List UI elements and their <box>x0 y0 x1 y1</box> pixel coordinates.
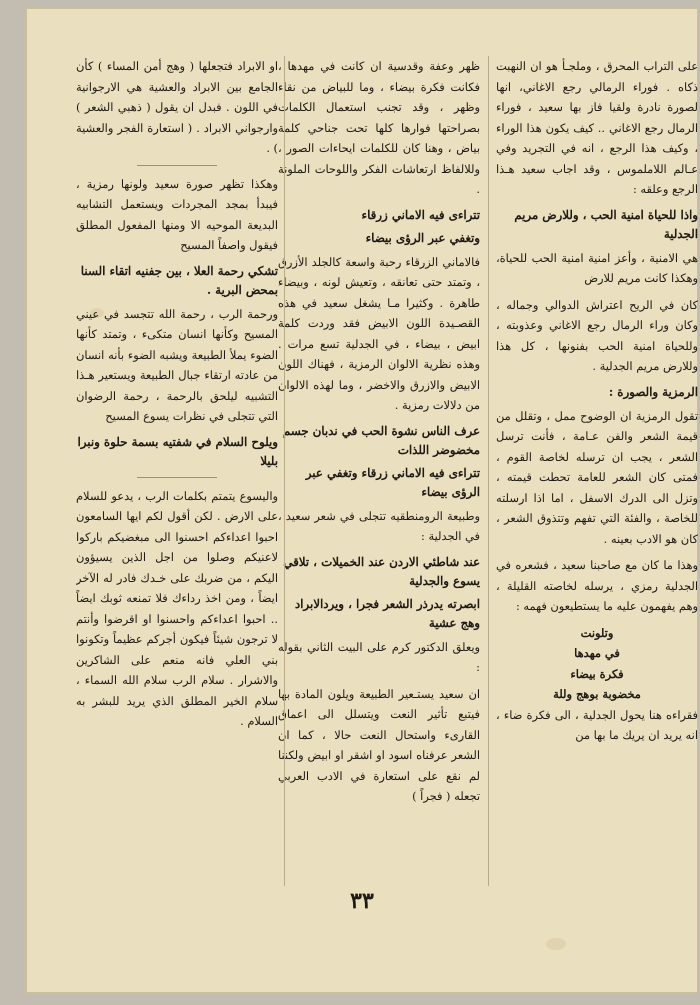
verse-line: فكرة بيضاء <box>570 666 624 681</box>
subheading: الرمزية والصورة : <box>608 384 698 399</box>
column-divider <box>488 56 489 886</box>
paragraph: وهذا ما كان مع صاحبنا سعيد ، فشعره في الجدلية رمزي ، يرسله لخاصته القليلة ، وهم يفهمون عليه ما يستطيعون فهمه : <box>496 558 698 613</box>
page-number: ٣٣ <box>350 888 374 914</box>
heading: واذا للحياة امنية الحب ، وللارض مريم الجدلية <box>514 207 698 241</box>
verse-line: وتلونت <box>580 625 614 640</box>
paragraph: ان سعيد يستـعير الطبيعة ويلون المادة بها فيتبع تأثير النعت ويتسلل الى اعماق القارىء واستحال النعت حالا ، كما ان الشعر عرفناه اسود او اشقر او ابيض ولكننا لم نقع على استعارة في الادب العربي تجعله ( فجراً ) <box>278 686 480 803</box>
verse-heading: وتغفي عبر الرؤى بيضاء <box>365 230 480 245</box>
paragraph: او الابراد فتجعلها ( وهج أمن المساء ) كأن الجامع بين الابراد والعشية هي الارجوانية في اللون . فبدل ان يقول ( ذهبي الشعر ) وارجواني الابراد . ( استعارة الفجر والعشية ) . <box>76 59 278 155</box>
verse-heading: عرف الناس نشوة الحب في ندبان جسم مخضوضر اللذات <box>282 423 480 457</box>
paragraph: هي الامنية ، وأعز امنية امنية الحب للحياة، وهكذا كانت مريم للارض <box>496 250 698 285</box>
verse-heading: عند شاطئي الاردن عند الخميلات ، تلاقي يسوع والجدلية <box>283 554 480 588</box>
verse-heading: ابصرته يدرذر الشعر فجرا ، ويردالابراد وهج عشية <box>294 596 480 630</box>
verse-heading: تتراءى فيه الاماني زرقاء <box>361 207 480 222</box>
verse-heading: تشكي رحمة العلا ، بين جفنيه اتقاء السنا بمحض البرية . <box>80 263 278 297</box>
document-page <box>26 8 698 993</box>
paragraph: فالاماني الزرقاء رحبة واسعة كالجلد الأزرق ، وتمتد حتى تعانقه ، وتعيش لونه ، وبيضاء طاهرة . وكثيرا مـا يشغل سعيد في هذه القصـيدة اللون الابيض فقد وردت كلمة ابيض ، بيضاء ، في الجدلية تسع مرات . وهذه نظرية الالوان الرمزية ، فهناك اللون الابيض والازرق والاخضر ، وما لهذه الالوان من دلالات رمزية . <box>278 254 480 412</box>
column-left <box>76 56 278 886</box>
paragraph: وطبيعة الرومنطقيه تتجلى في شعر سعيد ، في الجدلية : <box>278 508 480 543</box>
paragraph: ويعلق الدكتور كرم على البيت الثاني بقوله : <box>278 639 480 674</box>
paragraph: تقول الرمزية ان الوضوح ممل ، وتقلل من قيمة الشعر والفن عـامة ، فأنت ترسل الشعر ، يجب ان ترسله لخاصة القوم ، فمتى كان الشعر للعامة تحطت قيمته ، وتزل الى الدرك الاسفل ، اما اذا ارسلته للخاصة ، والفئة التي تفهم وتتذوق الشعر ، كان هو الادب بعينه . <box>496 408 698 546</box>
paragraph: ظهر وعفة وقدسية ان كانت في مهدها ، فكانت فكرة بيضاء ، وما للبياض من نقاء وظهر ، وقد تجنب استعمال الكلمات بصراحتها فوارها كلها تحت جناحي كلمة بياض ، وهنا كان للكلمات ايحاءات الصور ، وللالفاظ ارتعاشات الفكر واللوحات الملونة . <box>278 59 480 196</box>
paragraph: كان في الريح اعتراش الدوالي وجماله ، وكان وراء الرمال رجع الاغاني وعذوبته ، وللحياة امنية الحب بفنونها ، كل هذا وللارض مريم الجدلية . <box>496 297 698 373</box>
verse-heading: ويلوح السلام في شفتيه بسمة حلوة ونبرا بليلا <box>77 434 278 468</box>
paragraph: فقراءه هنا يحول الجدلية ، الى فكرة ضاء ، انه يريد ان يريك ما بها من <box>496 707 698 742</box>
paragraph: وهكذا تظهر صورة سعيد ولونها رمزية ، فيبدأ بمجد المجردات ويستعمل التشابيه البديعة الموحيه الا ومنها المفعول المطلق فيقول واصفاً المسيح <box>76 176 278 252</box>
paragraph: على التراب المحرق ، وملجـأ هو ان النهبت ذكاه . فوراء الرمالي رجع الاغاني، انها لصورة نادرة ولقيا فاز بها سعيد ، فوراء الرمال رجع الاغاني .. كيف يكون هذا الوراء ، وكيف هذا الرجع ، انه في التجريد وفي عـالم اللاملموس ، وقد اجاب سعيد هـذا الرجع وعلقه : <box>496 59 698 196</box>
column-middle <box>278 56 480 886</box>
verse-line: مخضوبة بوهج وللة <box>553 687 641 701</box>
verse-line: في مهدها <box>574 646 620 660</box>
separator <box>137 477 218 478</box>
paragraph: واليسوع يتمتم بكلمات الرب ، يدعو للسلام على الارض . لكن أقول لكم ايها السامعون احبوا اعداءكم احسنوا الى مبغضيكم باركوا لاعنيكم وصلوا من اجل الذين يسيؤون اليكم ، من ضربك على خـدك فادر له الآخر ايضاً ، ومن اخذ رداءك فلا تمنعه ثوبك ايضاً .. احبوا اعداءكم واحسنوا او اقرضوا وأنتم لا ترجون شيئاً فيكون أجركم عظيماً وتكونوا بني العلي فانه منعم على الشاكرين والاشرار . سلام الرب سلام الله السماء ، سلام الخير المطلق الذي يريد للبشر به السلام . <box>76 488 278 728</box>
separator <box>137 165 218 166</box>
paragraph: ورحمة الرب ، رحمة الله تتجسد في عيني المسيح وكأنها انسان متكىء ، وتمتد كأنها الضوء يملأ الطبيعة ويشبه الضوء بأنه انسان من عادته ارتقاء جبال الطبيعة ويستعير هـذا التشبيه ليلحق بالرحمة ، رحمة الرضوان التي تتجلى في نظرات يسوع المسيح <box>76 306 278 423</box>
paper-stain <box>546 938 566 950</box>
column-divider <box>284 56 285 886</box>
column-right <box>496 56 698 886</box>
verse-heading: تتراءى فيه الاماني زرقاء وتغفي عبر الرؤى بيضاء <box>305 465 480 499</box>
